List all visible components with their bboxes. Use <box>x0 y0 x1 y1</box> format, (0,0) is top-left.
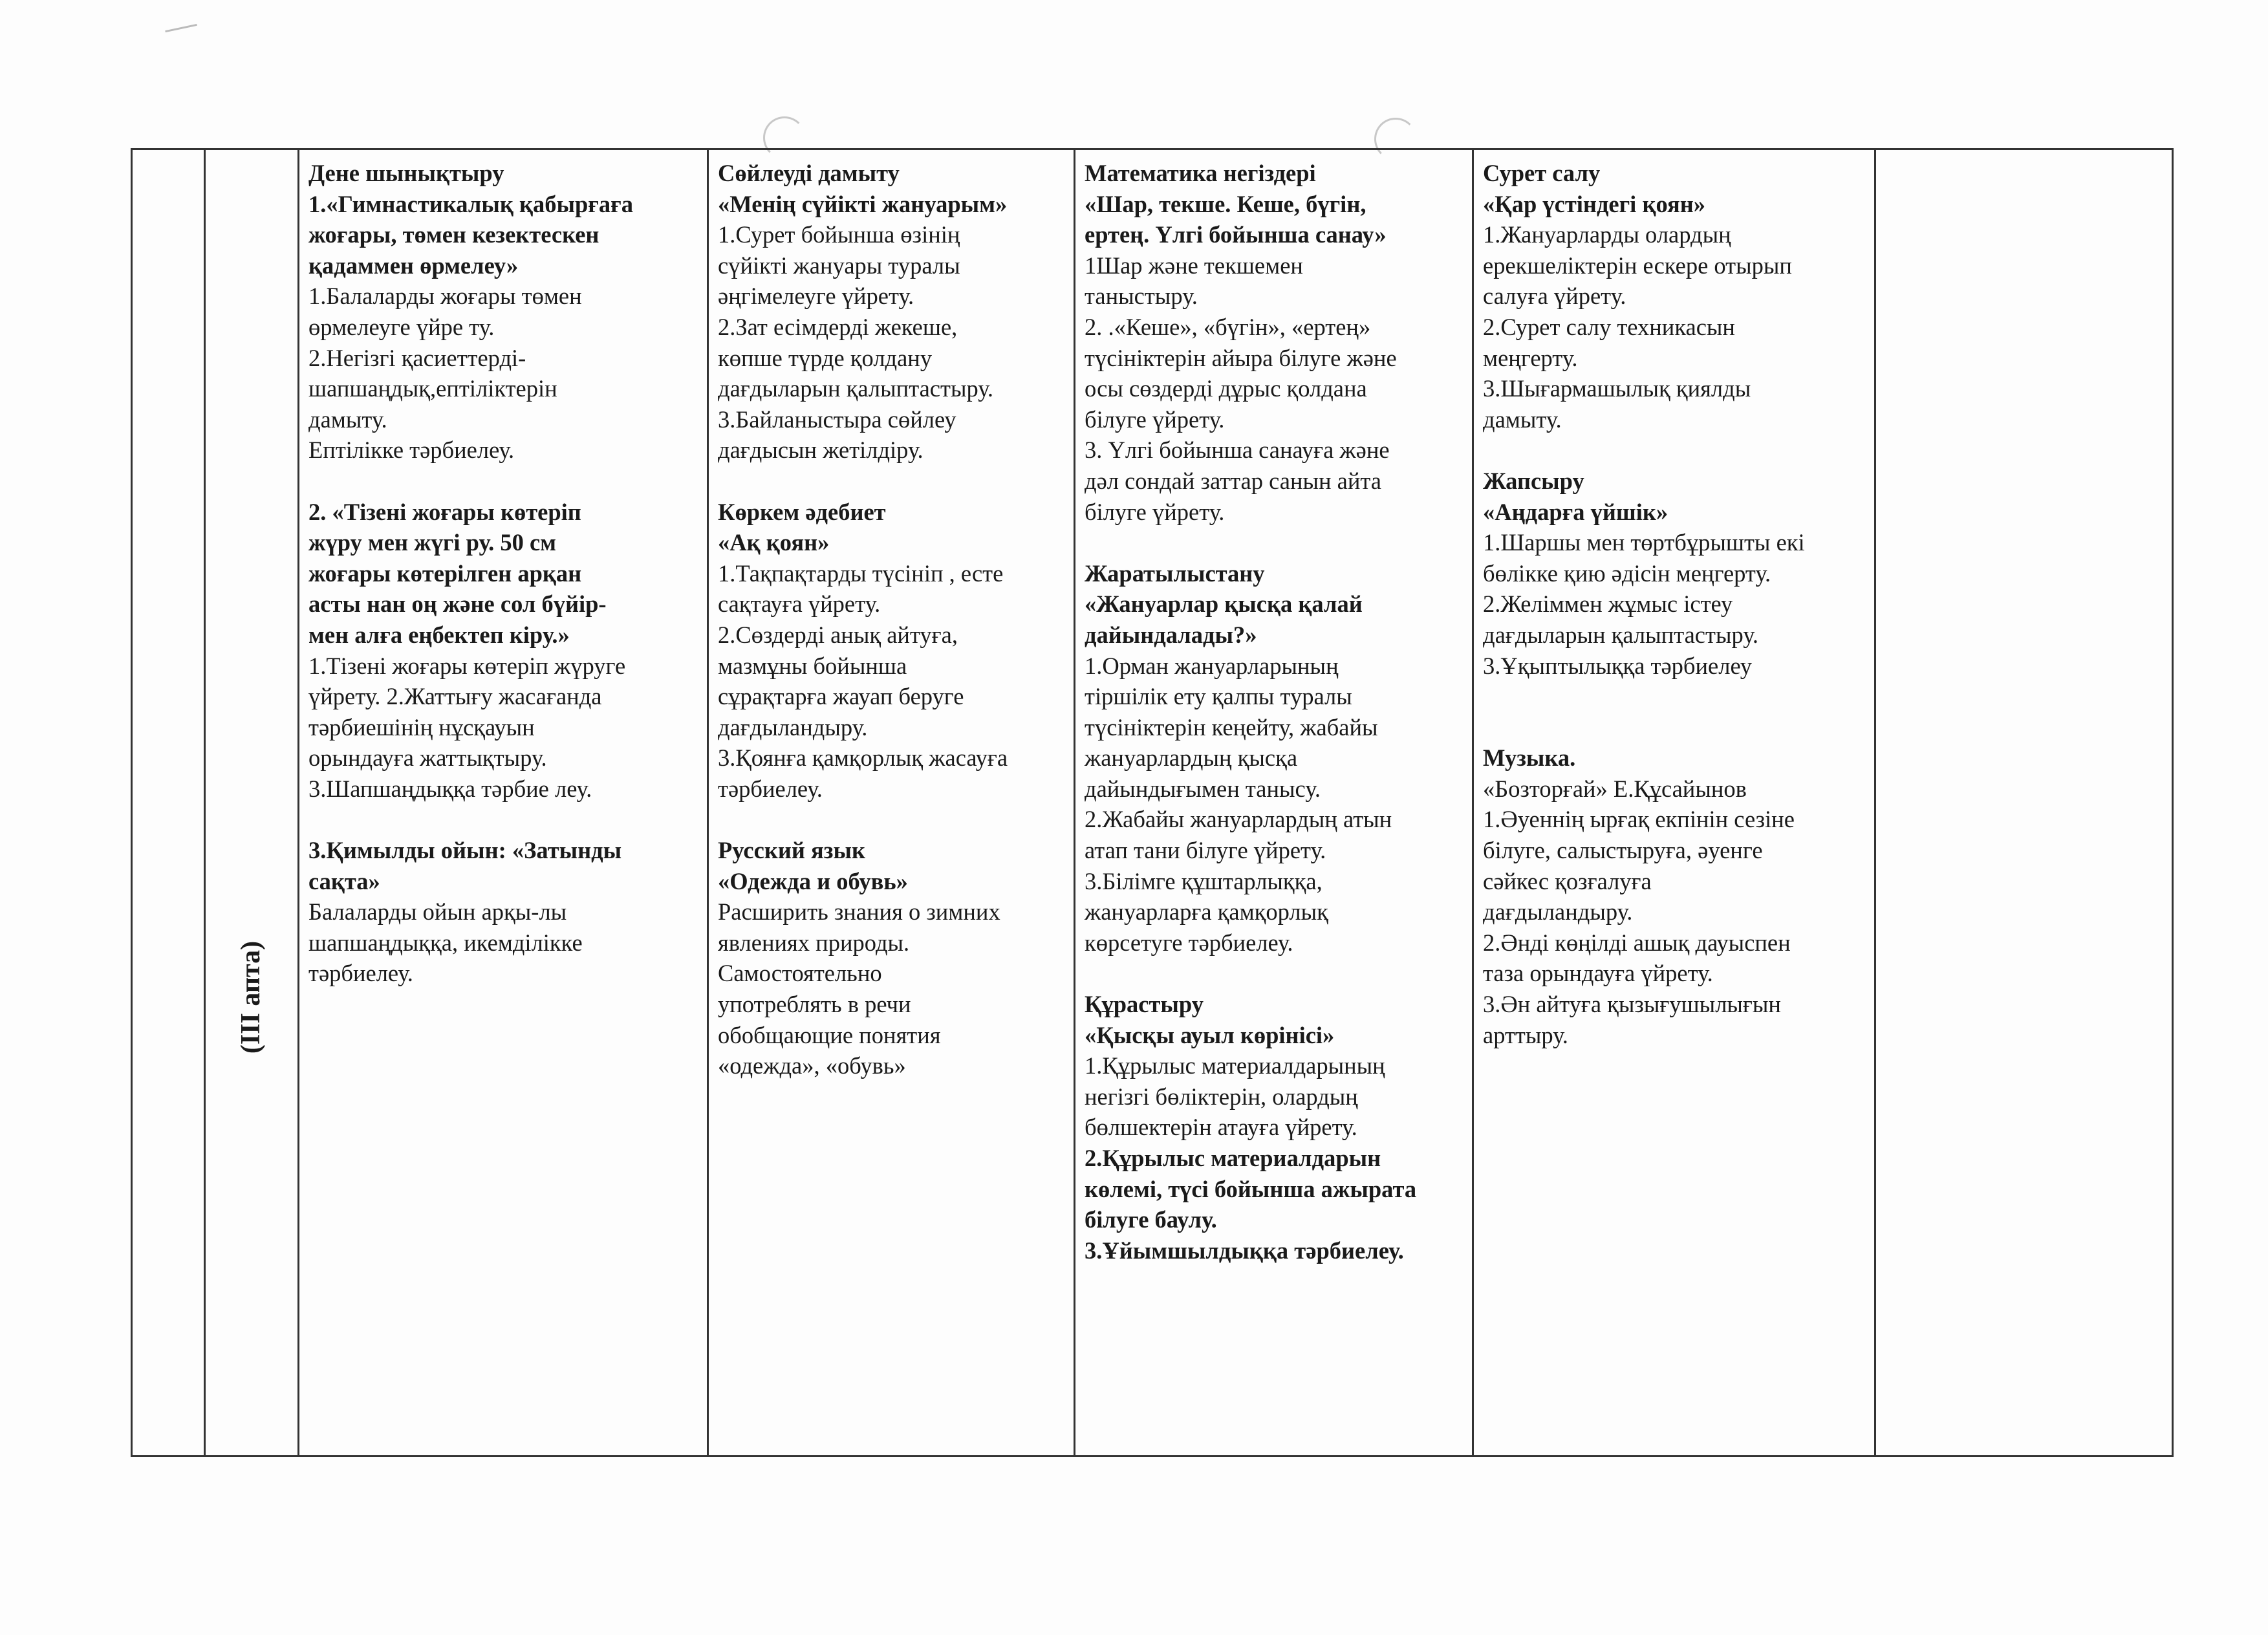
text-line: шапшаңдыққа, икемділікке <box>308 929 583 956</box>
text-line: дәл сондай заттар санын айта <box>1085 467 1382 494</box>
text-line: 1.Тақпақтарды түсініп , есте <box>718 559 1004 587</box>
text-line: таныстыру. <box>1085 283 1198 310</box>
text-line: жануарларға қамқорлық <box>1085 898 1328 926</box>
text-line: 1.Орман жануарларының <box>1085 652 1339 679</box>
text-line: «Бозторғай» Е.Құсайынов <box>1483 775 1747 802</box>
text-line: ерекшеліктерін ескере отырып <box>1483 252 1792 279</box>
heading-line: Көркем әдебиет <box>718 498 886 525</box>
text-line: Ептілікке тәрбиелеу. <box>308 437 515 464</box>
text-line: Балаларды ойын арқы-лы <box>308 898 567 926</box>
heading-line: жүру мен жүгі ру. 50 см <box>308 529 557 556</box>
text-line: өрмелеуге үйре ту. <box>308 313 495 340</box>
text-line: 2. .«Кеше», «бүгін», «ертең» <box>1085 313 1371 340</box>
cell-text <box>308 158 698 989</box>
text-line: әңгімелеуге үйрету. <box>718 283 914 310</box>
heading-line: «Шар, текше. Кеше, бүгін, <box>1085 190 1366 217</box>
heading-line: Русский язык <box>718 837 865 864</box>
blank-line <box>308 466 698 497</box>
text-line: 3.Қоянға қамқорлық жасауға <box>718 744 1008 772</box>
heading-line: ертең. Үлгі бойынша санау» <box>1085 221 1387 248</box>
blank-line <box>1483 681 1865 712</box>
heading-line: Сурет салу <box>1483 160 1601 186</box>
text-line: 2.Әнді көңілді ашық дауыспен <box>1483 929 1791 956</box>
text-line: 2.Сөздерді анық айтуға, <box>718 621 958 648</box>
heading-line: «Менің сүйікті жануарым» <box>718 190 1008 217</box>
text-line: білуге үйрету. <box>1085 498 1225 525</box>
blank-line <box>1483 435 1865 466</box>
text-line: дайындығымен танысу. <box>1085 775 1321 802</box>
heading-line: 3.Қимылды ойын: «Затынды <box>308 837 622 864</box>
text-line: 1Шар және текшемен <box>1085 252 1303 279</box>
text-line: 2.Жабайы жануарлардың атын <box>1085 806 1392 833</box>
column-math-science-construction <box>1075 149 1473 1456</box>
heading-line: сақта» <box>308 867 380 894</box>
text-line: дағдыландыру. <box>718 713 868 741</box>
heading-line: мен алға еңбектеп кіру.» <box>308 621 570 648</box>
heading-line: дайындалады?» <box>1085 621 1257 648</box>
column-speech-literature-russian <box>708 149 1075 1456</box>
text-line: 1.Шаршы мен төртбұрышты екі <box>1483 529 1805 556</box>
text-line: бөлікке қию әдісін меңгерту. <box>1483 559 1771 587</box>
text-line: сүйікті жануары туралы <box>718 252 960 279</box>
text-line: бөлшектерін атауға үйрету. <box>1085 1114 1357 1141</box>
heading-line: асты нан оң және сол бүйір- <box>308 590 607 618</box>
heading-line: Құрастыру <box>1085 991 1204 1018</box>
text-line: дағдыларын қалыптастыру. <box>718 375 993 402</box>
blank-line <box>718 804 1064 835</box>
empty-cell <box>1875 149 2173 1456</box>
scan-artifact <box>165 24 197 32</box>
text-line: шапшаңдық,ептіліктерін <box>308 375 557 402</box>
heading-line: «Қар үстіндегі қоян» <box>1483 190 1706 217</box>
text-line: арттыру. <box>1483 1021 1568 1048</box>
heading-line: көлемі, түсі бойынша ажырата <box>1085 1175 1417 1202</box>
cell-text <box>718 158 1064 1081</box>
text-line: көрсетуге тәрбиелеу. <box>1085 929 1293 956</box>
text-line: 1.Балаларды жоғары төмен <box>308 283 582 310</box>
column-drawing-applique-music <box>1473 149 1875 1456</box>
lesson-plan-table <box>131 148 2174 1457</box>
text-line: тіршілік ету қалпы туралы <box>1085 683 1352 710</box>
text-line: обобщающие понятия <box>718 1021 941 1048</box>
text-line: 1.Сурет бойынша өзінің <box>718 221 960 248</box>
text-line: 3.Байланыстыра сөйлеу <box>718 406 956 433</box>
text-line: 2.Зат есімдерді жекеше, <box>718 313 958 340</box>
heading-line: «Қысқы ауыл көрінісі» <box>1085 1021 1335 1048</box>
text-line: дағдыландыру. <box>1483 898 1633 926</box>
text-line: жануарлардың қысқа <box>1085 744 1298 772</box>
heading-line: білуге баулу. <box>1085 1206 1217 1233</box>
text-line: салуға үйрету. <box>1483 283 1626 310</box>
text-line: Самостоятельно <box>718 960 882 987</box>
text-line: 2.Сурет салу техникасын <box>1483 313 1735 340</box>
text-line: негізгі бөліктерін, олардың <box>1085 1083 1358 1110</box>
text-line: явлениях природы. <box>718 929 910 956</box>
heading-line: «Жануарлар қысқа қалай <box>1085 590 1363 618</box>
text-line: 3. Үлгі бойынша санауға және <box>1085 437 1390 464</box>
heading-line: Жапсыру <box>1483 467 1584 494</box>
text-line: 3.Ұқыптылыққа тәрбиелеу <box>1483 652 1752 679</box>
text-line: дамыту. <box>308 406 387 433</box>
heading-line: 1.«Гимнастикалық қабырғаға <box>308 190 633 217</box>
text-line: осы сөздерді дұрыс қолдана <box>1085 375 1367 402</box>
text-line: дағдысын жетілдіру. <box>718 437 923 464</box>
text-line: 1.Тізені жоғары көтеріп жүруге <box>308 652 626 679</box>
cell-text <box>1085 158 1463 1266</box>
text-line: 3.Ән айтуға қызығушылығын <box>1483 991 1781 1018</box>
blank-line <box>1085 527 1463 558</box>
empty-cell <box>132 149 205 1456</box>
text-line: білуге үйрету. <box>1085 406 1225 433</box>
heading-line: Дене шынықтыру <box>308 160 504 186</box>
text-line: таза орындауға үйрету. <box>1483 960 1713 987</box>
heading-line: Сөйлеуді дамыту <box>718 160 900 186</box>
heading-line: Математика негіздері <box>1085 160 1316 186</box>
heading-line: Жаратылыстану <box>1085 559 1265 587</box>
heading-line: «Ақ қоян» <box>718 529 830 556</box>
text-line: «одежда», «обувь» <box>718 1052 906 1079</box>
table-row <box>132 149 2173 1456</box>
text-line: көпше түрде қолдану <box>718 344 933 371</box>
text-line: 2.Желіммен жұмыс істеу <box>1483 590 1733 618</box>
text-line: 1.Әуеннің ырғақ екпінін сезіне <box>1483 806 1795 833</box>
heading-line: қадаммен өрмелеу» <box>308 252 519 279</box>
week-label: (III апта) <box>236 940 266 1054</box>
blank-line <box>1483 712 1865 743</box>
text-line: 3.Шапшаңдыққа тәрбие леу. <box>308 775 592 802</box>
column-physical-education <box>299 149 708 1456</box>
blank-line <box>1085 958 1463 989</box>
cell-text <box>1483 158 1865 1050</box>
text-line: 1.Құрылыс материалдарының <box>1085 1052 1385 1079</box>
heading-line: 2. «Тізені жоғары көтеріп <box>308 498 581 525</box>
text-line: дамыту. <box>1483 406 1562 433</box>
text-line: 3.Шығармашылық қиялды <box>1483 375 1751 402</box>
text-line: меңгерту. <box>1483 344 1578 371</box>
text-line: атап тани білуге үйрету. <box>1085 837 1326 864</box>
text-line: дағдыларын қалыптастыру. <box>1483 621 1758 648</box>
blank-line <box>718 466 1064 497</box>
text-line: білуге, салыстыруға, әуенге <box>1483 837 1763 864</box>
text-line: употреблять в речи <box>718 991 911 1018</box>
text-line: тәрбиелеу. <box>718 775 823 802</box>
text-line: сұрақтарға жауап беруге <box>718 683 964 710</box>
text-line: сәйкес қозғалуға <box>1483 867 1652 894</box>
text-line: Расширить знания о зимних <box>718 898 1000 926</box>
heading-line: «Аңдарға үйшік» <box>1483 498 1669 525</box>
text-line: түсініктерін айыра білуге және <box>1085 344 1397 371</box>
heading-line: Музыка. <box>1483 744 1576 772</box>
blank-line <box>308 804 698 835</box>
heading-line: 3.Ұйымшылдыққа тәрбиелеу. <box>1085 1237 1404 1264</box>
text-line: орындауға жаттықтыру. <box>308 744 547 772</box>
heading-line: 2.Құрылыс материалдарын <box>1085 1145 1381 1171</box>
text-line: 3.Білімге құштарлыққа, <box>1085 867 1323 894</box>
heading-line: жоғары көтерілген арқан <box>308 559 582 587</box>
heading-line: жоғары, төмен кезектескен <box>308 221 599 248</box>
week-cell <box>205 149 299 1456</box>
text-line: 1.Жануарларды олардың <box>1483 221 1731 248</box>
text-line: мазмұны бойынша <box>718 652 907 679</box>
text-line: сақтауға үйрету. <box>718 590 881 618</box>
text-line: тәрбиешінің нұсқауын <box>308 713 535 741</box>
text-line: түсініктерін кеңейту, жабайы <box>1085 713 1378 741</box>
heading-line: «Одежда и обувь» <box>718 867 908 894</box>
text-line: 2.Негізгі қасиеттерді- <box>308 344 526 371</box>
text-line: тәрбиелеу. <box>308 960 413 987</box>
text-line: үйрету. 2.Жаттығу жасағанда <box>308 683 602 710</box>
